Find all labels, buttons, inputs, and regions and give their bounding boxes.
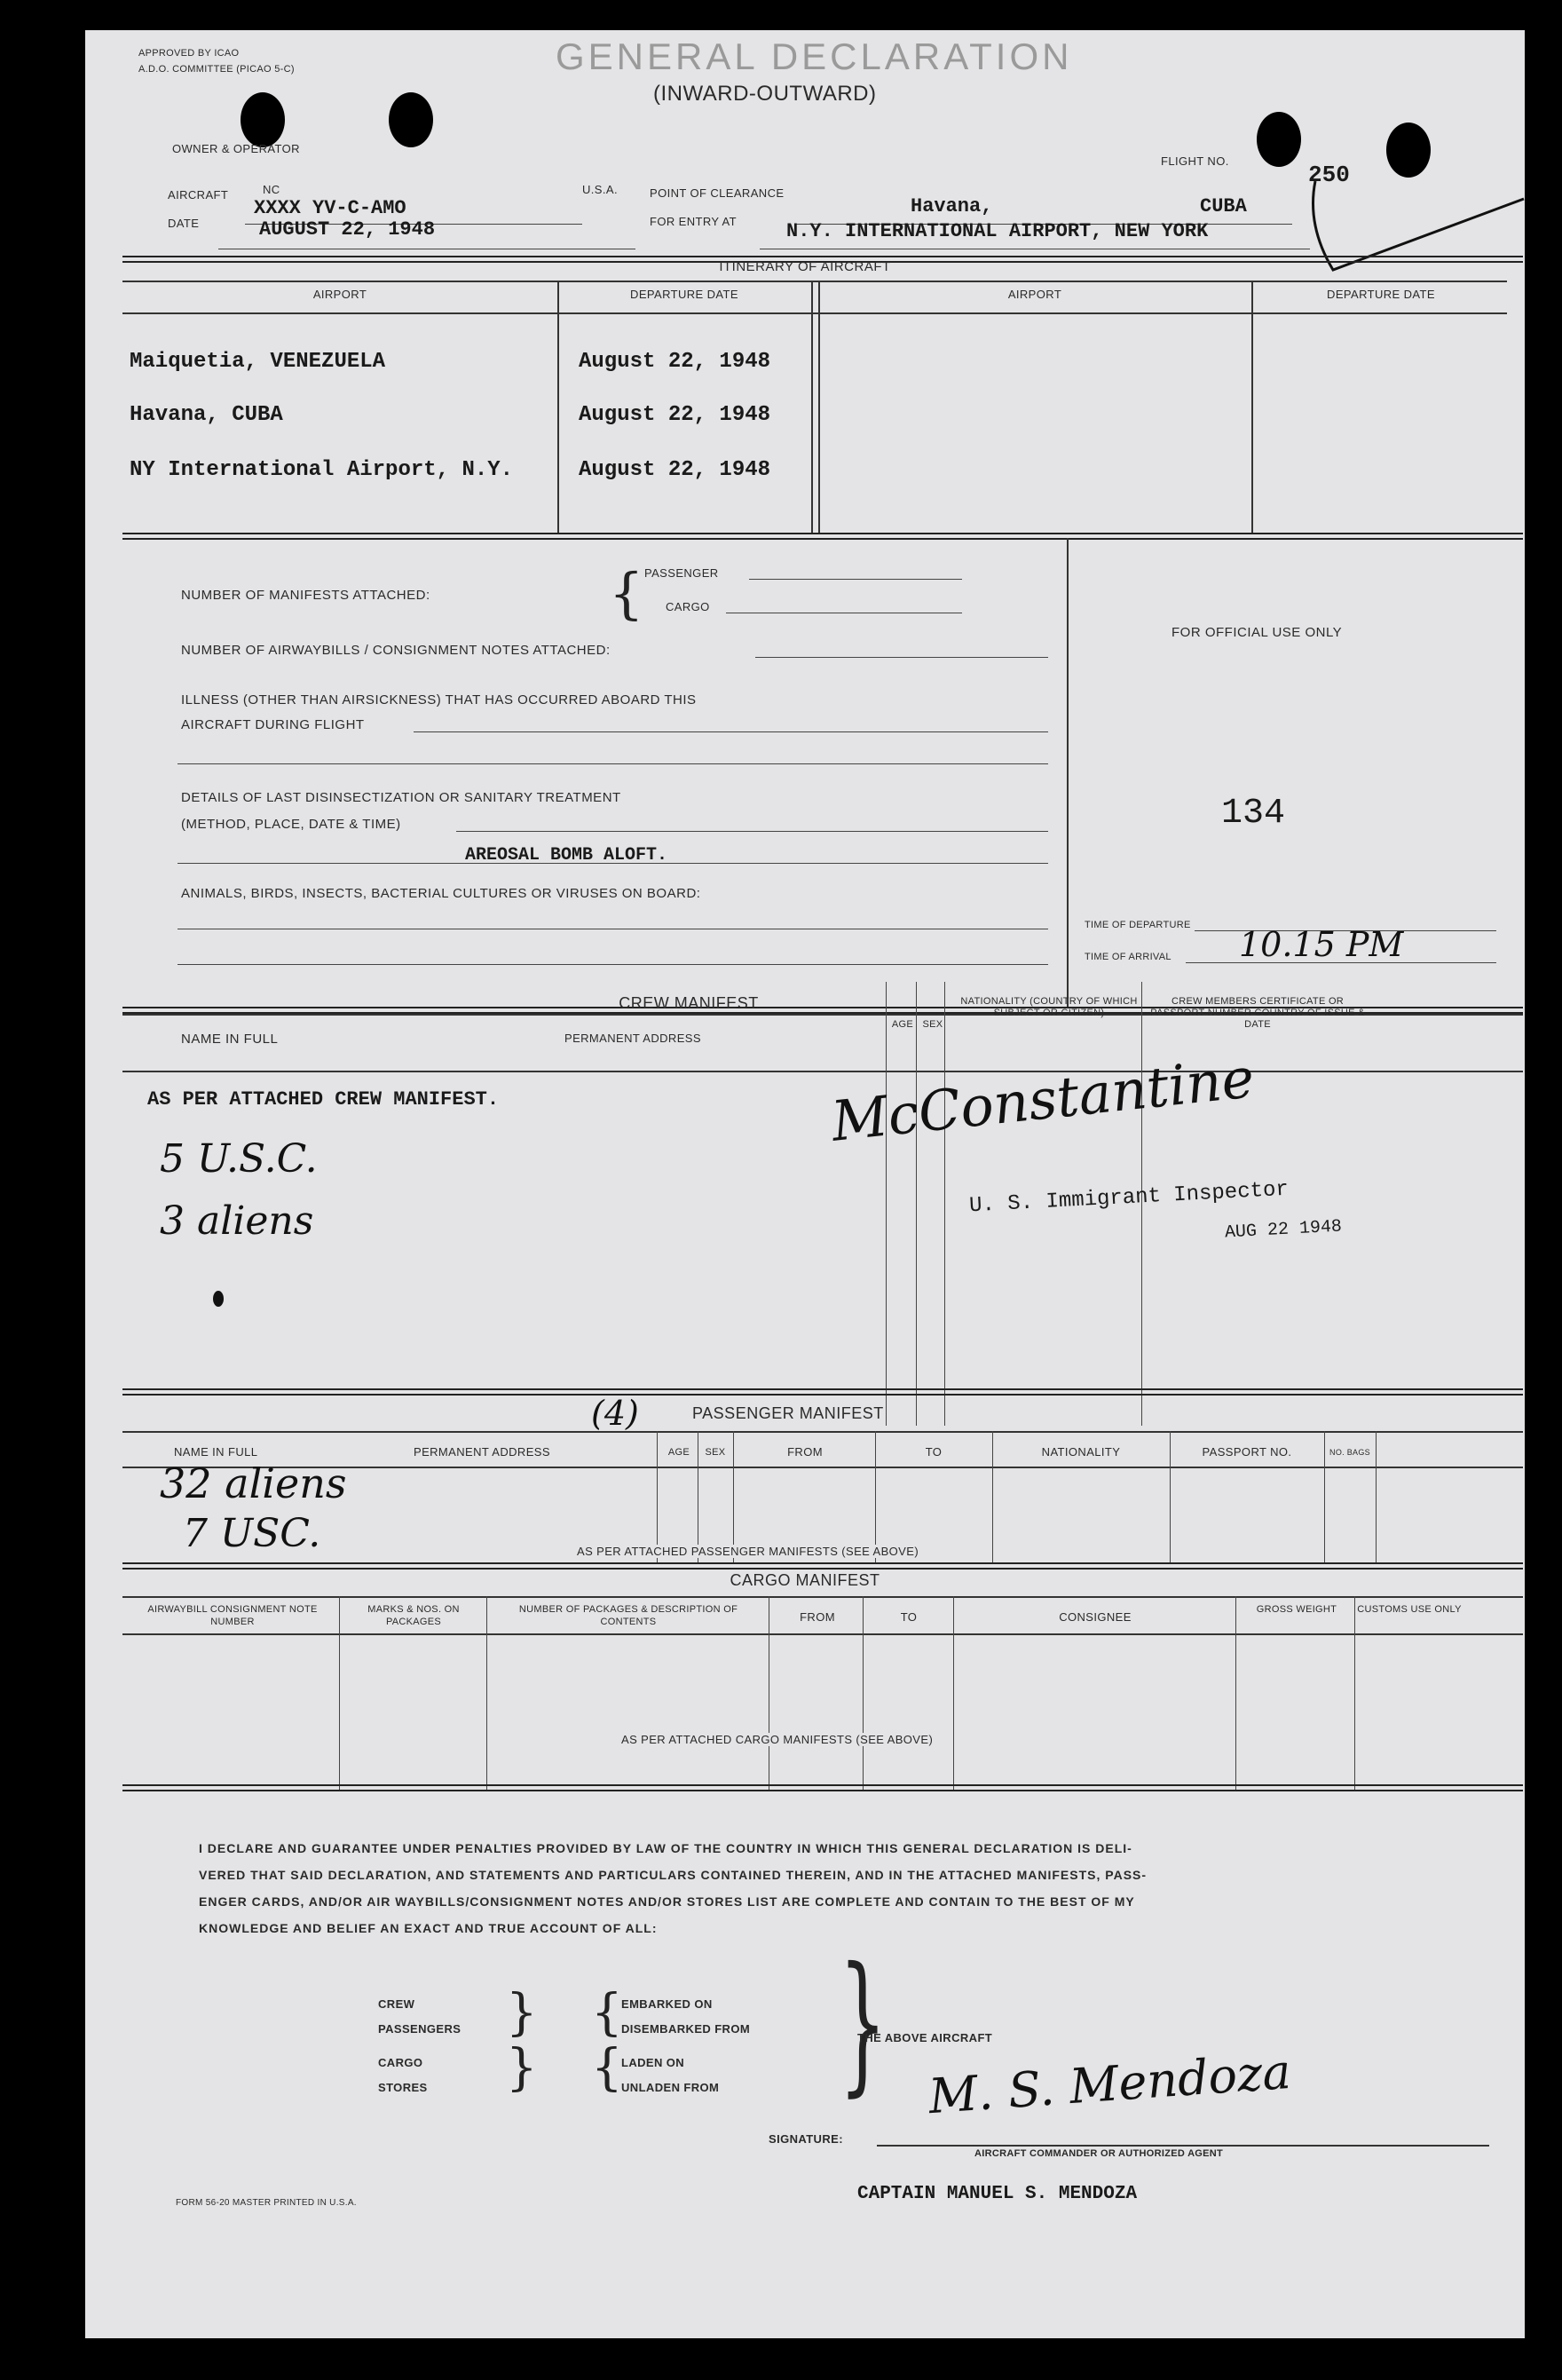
disinsect-label-1: DETAILS OF LAST DISINSECTIZATION OR SANITARY TREATMENT xyxy=(181,790,621,805)
pax-col-nationality: NATIONALITY xyxy=(1041,1445,1121,1459)
decl-item-laden: LADEN ON xyxy=(621,2056,685,2069)
arrival-time-value: 10.15 PM xyxy=(1239,925,1404,964)
cargo-col-customs: CUSTOMS USE ONLY xyxy=(1357,1604,1462,1615)
pax-col-to: TO xyxy=(925,1445,943,1459)
cargo-note: AS PER ATTACHED CARGO MANIFESTS (SEE ABOVE) xyxy=(618,1733,936,1746)
airwaybills-label: NUMBER OF AIRWAYBILLS / CONSIGNMENT NOTES ATTACHED: xyxy=(181,643,611,658)
form-title: GENERAL DECLARATION xyxy=(556,36,1073,77)
brace: } xyxy=(506,2039,538,2097)
arrival-time-label: TIME OF ARRIVAL xyxy=(1085,952,1172,962)
cargo-col-marks: MARKS & NOS. ON PACKAGES xyxy=(367,1604,460,1627)
crew-col-nationality: NATIONALITY (COUNTRY OF WHICH SUBJECT OR CITIZEN) xyxy=(960,996,1138,1018)
cargo-col-weight: GROSS WEIGHT xyxy=(1256,1604,1337,1615)
inspector-title: U. S. Immigrant Inspector xyxy=(968,1177,1290,1219)
brace: { xyxy=(591,1984,623,2042)
col-airport-2: AIRPORT xyxy=(1007,288,1062,301)
crew-typed-note: AS PER ATTACHED CREW MANIFEST. xyxy=(147,1088,500,1111)
itinerary-date-3: August 22, 1948 xyxy=(579,458,771,482)
decl-item-stores: STORES xyxy=(378,2081,428,2094)
decl-item-disembarked: DISEMBARKED FROM xyxy=(621,2022,751,2036)
aircraft-prefix: NC xyxy=(263,183,280,196)
clearance-label: POINT OF CLEARANCE xyxy=(650,186,785,200)
passenger-label: PASSENGER xyxy=(644,566,719,580)
entry-label: FOR ENTRY AT xyxy=(650,215,737,228)
cargo-col-packages: NUMBER OF PACKAGES & DESCRIPTION OF CONTENTS xyxy=(518,1604,738,1627)
crew-col-sex: SEX xyxy=(922,1019,943,1030)
itinerary-airport-1: Maiquetia, VENEZUELA xyxy=(130,350,386,374)
pax-col-from: FROM xyxy=(787,1445,823,1459)
committee-note: A.D.O. COMMITTEE (PICAO 5-C) xyxy=(138,64,295,75)
captain-name: CAPTAIN MANUEL S. MENDOZA xyxy=(857,2184,1138,2204)
brace: { xyxy=(609,561,644,626)
cargo-label: CARGO xyxy=(666,600,710,613)
date-label: DATE xyxy=(168,217,200,230)
itinerary-title: ITINERARY OF AIRCRAFT xyxy=(719,259,891,274)
disinsect-label-2: (METHOD, PLACE, DATE & TIME) xyxy=(181,817,401,832)
animals-label: ANIMALS, BIRDS, INSECTS, BACTERIAL CULTURES OR VIRUSES ON BOARD: xyxy=(181,886,701,901)
illness-label-2: AIRCRAFT DURING FLIGHT xyxy=(181,717,365,732)
cargo-col-to: TO xyxy=(900,1610,918,1624)
departure-time-label: TIME OF DEPARTURE xyxy=(1085,920,1191,930)
declaration-line2: VERED THAT SAID DECLARATION, AND STATEMENTS AND PARTICULARS CONTAINED THEREIN, AND IN THE ATTACHED MANIFESTS, PASS- xyxy=(199,1868,1148,1882)
above-aircraft: THE ABOVE AIRCRAFT xyxy=(857,2031,993,2044)
official-number: 134 xyxy=(1221,794,1286,834)
cargo-col-from: FROM xyxy=(800,1610,835,1624)
decl-item-crew: CREW xyxy=(378,1997,415,2011)
declaration-line4: KNOWLEDGE AND BELIEF AN EXACT AND TRUE ACCOUNT OF ALL: xyxy=(199,1921,658,1935)
aircraft-value: XXXX YV-C-AMO xyxy=(254,197,406,219)
crew-col-certificate: CREW MEMBERS CERTIFICATE OR PASSPORT NUMBER COUNTRY OF ISSUE & DATE xyxy=(1150,996,1365,1030)
cargo-title: CARGO MANIFEST xyxy=(730,1571,880,1589)
flight-no-value: 250 xyxy=(1308,162,1350,188)
brace: } xyxy=(506,1984,538,2042)
cargo-col-airwaybill: AIRWAYBILL CONSIGNMENT NOTE NUMBER xyxy=(147,1604,318,1627)
itinerary-date-2: August 22, 1948 xyxy=(579,403,771,427)
passenger-count-note: (4) xyxy=(591,1394,639,1433)
crew-hand-line2: 3 aliens xyxy=(160,1198,314,1244)
approved-note: APPROVED BY ICAO xyxy=(138,48,240,59)
inspector-signature: McConstantine xyxy=(828,1045,1258,1154)
pax-col-address: PERMANENT ADDRESS xyxy=(414,1445,550,1459)
crew-col-address: PERMANENT ADDRESS xyxy=(564,1032,701,1045)
captain-signature: M. S. Mendoza xyxy=(927,2043,1293,2125)
punch-hole xyxy=(1257,112,1301,167)
big-brace: } xyxy=(839,1935,888,2111)
itinerary-airport-3: NY International Airport, N.Y. xyxy=(130,458,514,482)
decl-item-cargo: CARGO xyxy=(378,2056,423,2069)
owner-label: OWNER & OPERATOR xyxy=(172,142,300,155)
commander-label: AIRCRAFT COMMANDER OR AUTHORIZED AGENT xyxy=(974,2148,1224,2159)
itinerary-airport-2: Havana, CUBA xyxy=(130,403,283,427)
official-use-label: FOR OFFICIAL USE ONLY xyxy=(1172,625,1343,640)
pax-col-bags: NO. BAGS xyxy=(1329,1448,1370,1457)
pax-col-passport: PASSPORT NO. xyxy=(1202,1445,1292,1459)
crew-title: CREW MANIFEST xyxy=(619,994,759,1012)
punch-hole xyxy=(389,92,433,147)
crew-col-name: NAME IN FULL xyxy=(181,1032,279,1047)
aircraft-label: AIRCRAFT xyxy=(168,188,229,202)
declaration-line1: I DECLARE AND GUARANTEE UNDER PENALTIES PROVIDED BY LAW OF THE COUNTRY IN WHICH THIS GENERAL DECLARATION IS DELI- xyxy=(199,1841,1132,1855)
pax-hand-line1: 32 aliens xyxy=(160,1459,347,1507)
entry-value: N.Y. INTERNATIONAL AIRPORT, NEW YORK xyxy=(786,220,1209,242)
ink-dot xyxy=(213,1291,224,1307)
decl-item-embarked: EMBARKED ON xyxy=(621,1997,713,2011)
declaration-line3: ENGER CARDS, AND/OR AIR WAYBILLS/CONSIGNMENT NOTES AND/OR STORES LIST ARE COMPLETE AND CONTAIN TO THE BEST OF MY xyxy=(199,1894,1135,1909)
decl-item-unladen: UNLADEN FROM xyxy=(621,2081,720,2094)
form-subtitle: (INWARD-OUTWARD) xyxy=(653,82,877,106)
pax-hand-line2: 7 USC. xyxy=(183,1511,321,1556)
punch-hole xyxy=(241,92,285,147)
flight-no-label: FLIGHT NO. xyxy=(1161,154,1229,168)
clearance-country: CUBA xyxy=(1200,195,1247,217)
decl-item-passengers: PASSENGERS xyxy=(378,2022,462,2036)
pax-col-age: AGE xyxy=(667,1447,690,1458)
usa-label: U.S.A. xyxy=(582,183,618,196)
clearance-value: Havana, xyxy=(911,195,993,217)
col-departure-date: DEPARTURE DATE xyxy=(630,288,738,301)
date-value: AUGUST 22, 1948 xyxy=(259,218,436,241)
stamp-date: AUG 22 1948 xyxy=(1224,1216,1343,1244)
manifests-label: NUMBER OF MANIFESTS ATTACHED: xyxy=(181,588,430,603)
pax-col-sex: SEX xyxy=(705,1447,726,1458)
crew-hand-line1: 5 U.S.C. xyxy=(160,1136,318,1182)
crew-col-age: AGE xyxy=(891,1019,914,1030)
col-departure-date-2: DEPARTURE DATE xyxy=(1327,288,1435,301)
disinsect-value: AREOSAL BOMB ALOFT. xyxy=(465,845,668,866)
general-declaration-form xyxy=(85,30,1525,2338)
signature-label: SIGNATURE: xyxy=(769,2132,843,2146)
cargo-col-consignee: CONSIGNEE xyxy=(1059,1610,1132,1624)
brace: { xyxy=(591,2039,623,2097)
pax-note: AS PER ATTACHED PASSENGER MANIFESTS (SEE ABOVE) xyxy=(573,1545,922,1558)
pax-col-name: NAME IN FULL xyxy=(174,1445,258,1459)
col-airport: AIRPORT xyxy=(312,288,367,301)
illness-label-1: ILLNESS (OTHER THAN AIRSICKNESS) THAT HAS OCCURRED ABOARD THIS xyxy=(181,692,697,708)
form-note: FORM 56-20 MASTER PRINTED IN U.S.A. xyxy=(176,2198,357,2208)
passenger-title: PASSENGER MANIFEST xyxy=(692,1404,884,1422)
itinerary-date-1: August 22, 1948 xyxy=(579,350,771,374)
